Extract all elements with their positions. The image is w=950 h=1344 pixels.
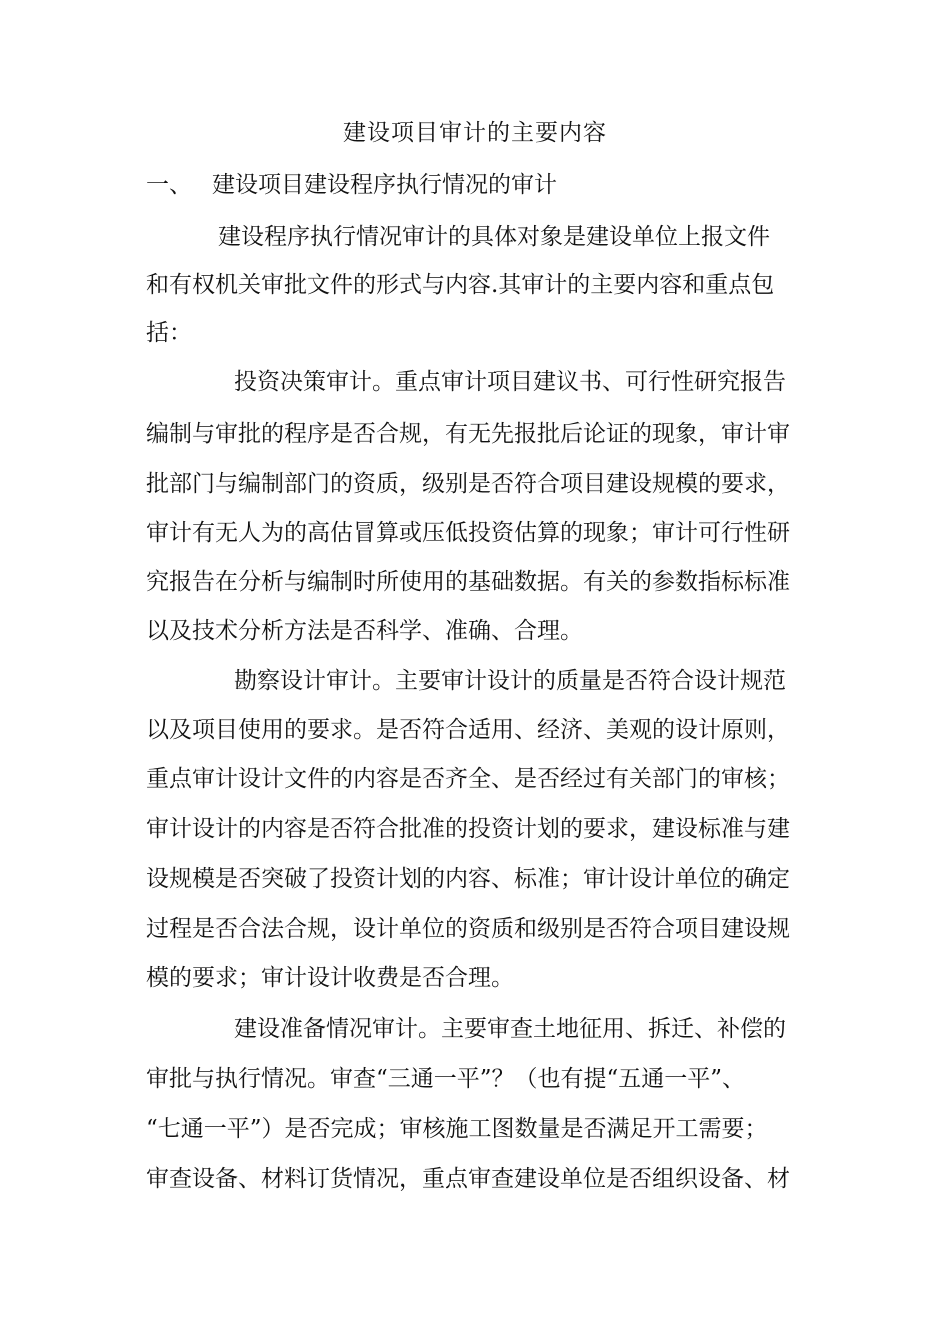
paragraph-line: 模的要求；审计设计收费是否合理。 [146,965,514,991]
section-number: 一、 [146,172,192,198]
section-heading-text: 建设项目建设程序执行情况的审计 [212,172,557,198]
paragraph-line: 审计设计的内容是否符合批准的投资计划的要求，建设标准与建 [146,816,790,842]
paragraph-line: 以及项目使用的要求。是否符合适用、经济、美观的设计原则， [146,717,790,743]
document-title: 建设项目审计的主要内容 [343,120,607,146]
paragraph-line: 过程是否合法合规，设计单位的资质和级别是否符合项目建设规 [146,916,790,942]
paragraph-line: 设规模是否突破了投资计划的内容、标准；审计设计单位的确定 [146,866,790,892]
paragraph-line: 重点审计设计文件的内容是否齐全、是否经过有关部门的审核； [146,766,790,792]
paragraph-line: 编制与审批的程序是否合规，有无先报批后论证的现象，审计审 [146,421,790,447]
paragraph-line: 建设程序执行情况审计的具体对象是建设单位上报文件 [218,224,770,250]
paragraph-line: 审查设备、材料订货情况，重点审查建设单位是否组织设备、材 [146,1166,790,1192]
paragraph-line: 投资决策审计。重点审计项目建议书、可行性研究报告 [234,369,786,395]
paragraph-line: 以及技术分析方法是否科学、准确、合理。 [146,618,583,644]
paragraph-line: 建设准备情况审计。主要审查土地征用、拆迁、补偿的 [234,1016,786,1042]
paragraph-line: 究报告在分析与编制时所使用的基础数据。有关的参数指标标准 [146,569,790,595]
paragraph-line: 勘察设计审计。主要审计设计的质量是否符合设计规范 [234,668,786,694]
paragraph-line: 审批与执行情况。审查“三通一平”？（也有提“五通一平”、 [146,1066,746,1092]
paragraph-line: 和有权机关审批文件的形式与内容.其审计的主要内容和重点包 [146,272,775,298]
paragraph-line: 括： [146,320,192,346]
paragraph-line: “七通一平”）是否完成；审核施工图数量是否满足开工需要； [146,1116,768,1142]
section-heading [146,170,557,200]
paragraph-line: 批部门与编制部门的资质，级别是否符合项目建设规模的要求， [146,471,790,497]
paragraph-line: 审计有无人为的高估冒算或压低投资估算的现象；审计可行性研 [146,520,790,546]
